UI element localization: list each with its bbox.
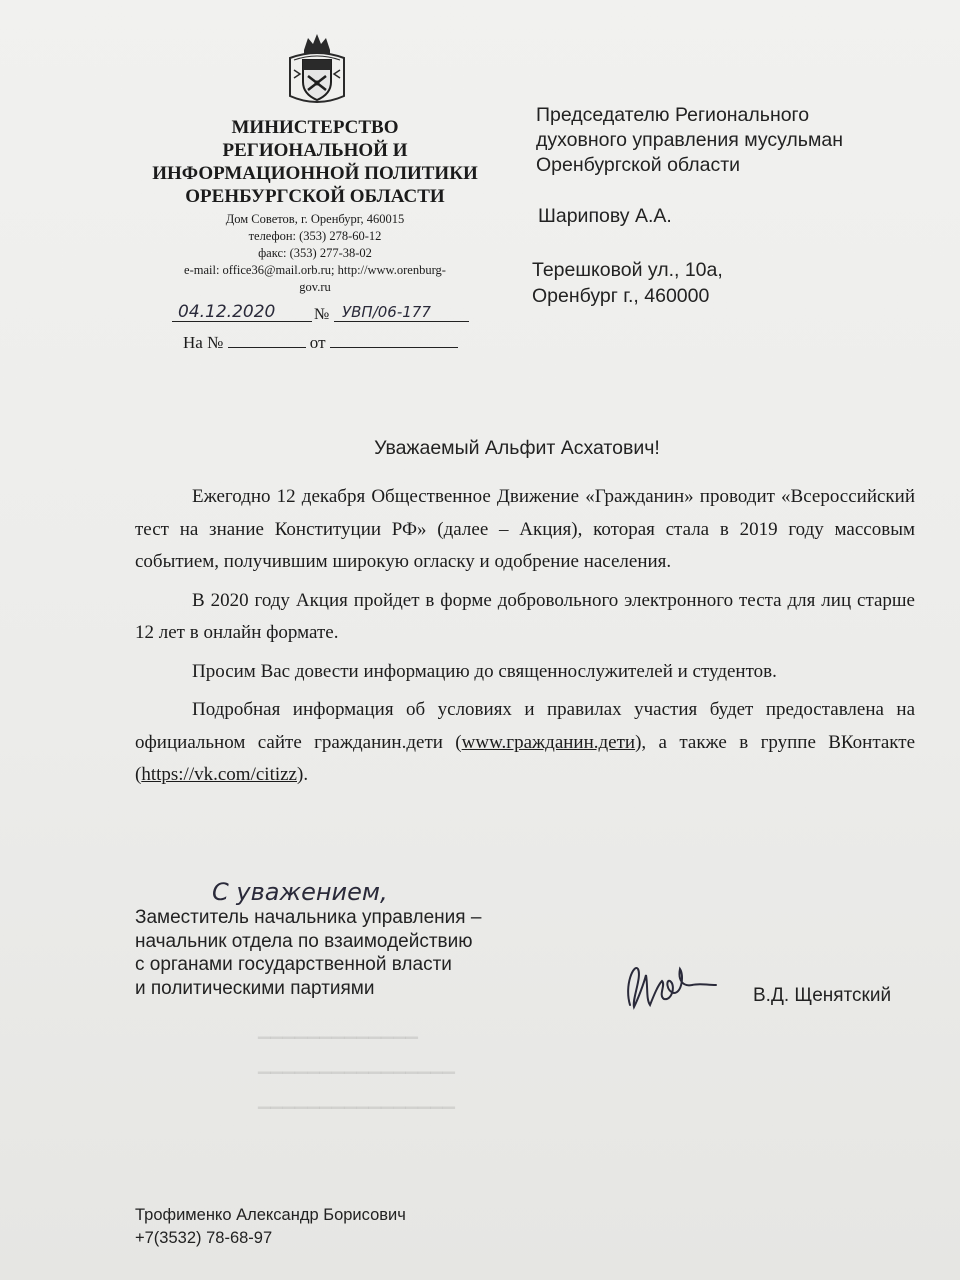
signature-scribble [620, 955, 730, 1015]
vk-link[interactable]: https://vk.com/citizz [141, 764, 297, 785]
reference-line [183, 333, 458, 353]
handwritten-reg-number [338, 300, 458, 322]
bleed-through-text: ▁▁▁▁▁▁▁▁▁▁▁▁▁ [258, 1022, 418, 1039]
paragraph-text: ), а также в группе ВКонтакте ( [135, 731, 916, 785]
ref-date-blank [330, 333, 458, 348]
addressee-line: Оренбургской области [536, 154, 741, 176]
paragraph: Просим Вас довести информацию до священнослужителей и студентов. [192, 660, 777, 682]
signatory-title [135, 906, 481, 1000]
handwritten-date [176, 300, 306, 322]
coat-of-arms-emblem [286, 30, 348, 110]
addressee-position [536, 103, 843, 178]
number-underline [334, 321, 469, 322]
svg-text:УВП/06-177: УВП/06-177 [342, 303, 431, 321]
date-underline [172, 321, 312, 322]
contact-address: Дом Советов, г. Оренбург, 460015 [225, 212, 405, 226]
contact-email-web: e-mail: office36@mail.orb.ru; http://www.orenburg- [184, 263, 446, 277]
number-label: № [314, 306, 330, 323]
signatory-title-line: и политическими партиями [135, 977, 375, 999]
paragraph [135, 694, 915, 792]
executor-name: Трофименко Александр Борисович [135, 1206, 406, 1224]
address-line: Оренбург г., 460000 [532, 285, 710, 307]
addressee-name: Шарипову А.А. [538, 205, 672, 227]
bleed-through-text: ▁▁▁▁▁▁▁▁▁▁▁▁▁▁▁▁ [258, 1057, 455, 1074]
signatory-title-line: начальник отдела по взаимодействию [135, 930, 473, 952]
ministry-name-line: ОРЕНБУРГСКОЙ ОБЛАСТИ [185, 186, 445, 207]
ministry-name-line: МИНИСТЕРСТВО [231, 117, 399, 138]
paragraph: В 2020 году Акция пройдет в форме добровольного электронного теста для лиц старше 12 лет в онлайн формате. [135, 589, 915, 643]
ministry-name [120, 116, 510, 208]
paragraph-text: Подробная информация об условиях и правилах участия будет предоставлена на официальном сайте гражданин.дети ( [135, 699, 915, 753]
address-line: Терешковой ул., 10а, [532, 259, 723, 281]
ref-number-blank [228, 333, 306, 348]
addressee-line: духовного управления мусульман [536, 129, 843, 151]
addressee-address [532, 257, 723, 309]
executor-info [135, 1204, 406, 1250]
signatory-title-line: с органами государственной власти [135, 954, 452, 975]
bleed-through-text: ▁▁▁▁▁▁▁▁▁▁▁▁▁▁▁▁ [258, 1092, 455, 1109]
svg-text:С уважением,: С уважением, [212, 878, 388, 906]
addressee-line: Председателю Регионального [536, 104, 810, 126]
ministry-name-line: ИНФОРМАЦИОННОЙ ПОЛИТИКИ [152, 163, 478, 184]
ref-from-label: от [309, 333, 326, 352]
ministry-name-line: РЕГИОНАЛЬНОЙ И [222, 140, 408, 161]
paragraph: Ежегодно 12 декабря Общественное Движение «Гражданин» проводит «Всероссийский тест на знание Конституции РФ» (далее – Акция), которая стала в 2019 году массовым событием, получившим широкую огласку и одобрение населения. [135, 486, 915, 572]
svg-text:04.12.2020: 04.12.2020 [178, 302, 276, 322]
contact-web-cont: gov.ru [299, 280, 331, 294]
contact-fax: факс: (353) 277-38-02 [258, 246, 372, 260]
contact-phone: телефон: (353) 278-60-12 [248, 229, 382, 243]
ministry-contacts [150, 211, 480, 296]
ref-number-label: На № [183, 333, 224, 352]
website-link[interactable]: www.гражданин.дети [461, 731, 636, 753]
letter-body [135, 481, 915, 792]
greeting: Уважаемый Альфит Асхатович! [374, 437, 660, 459]
signatory-name: В.Д. Щенятский [753, 985, 892, 1006]
signatory-title-line: Заместитель начальника управления – [135, 907, 482, 928]
paragraph-text: ). [297, 764, 309, 785]
executor-phone: +7(3532) 78-68-97 [135, 1229, 273, 1247]
